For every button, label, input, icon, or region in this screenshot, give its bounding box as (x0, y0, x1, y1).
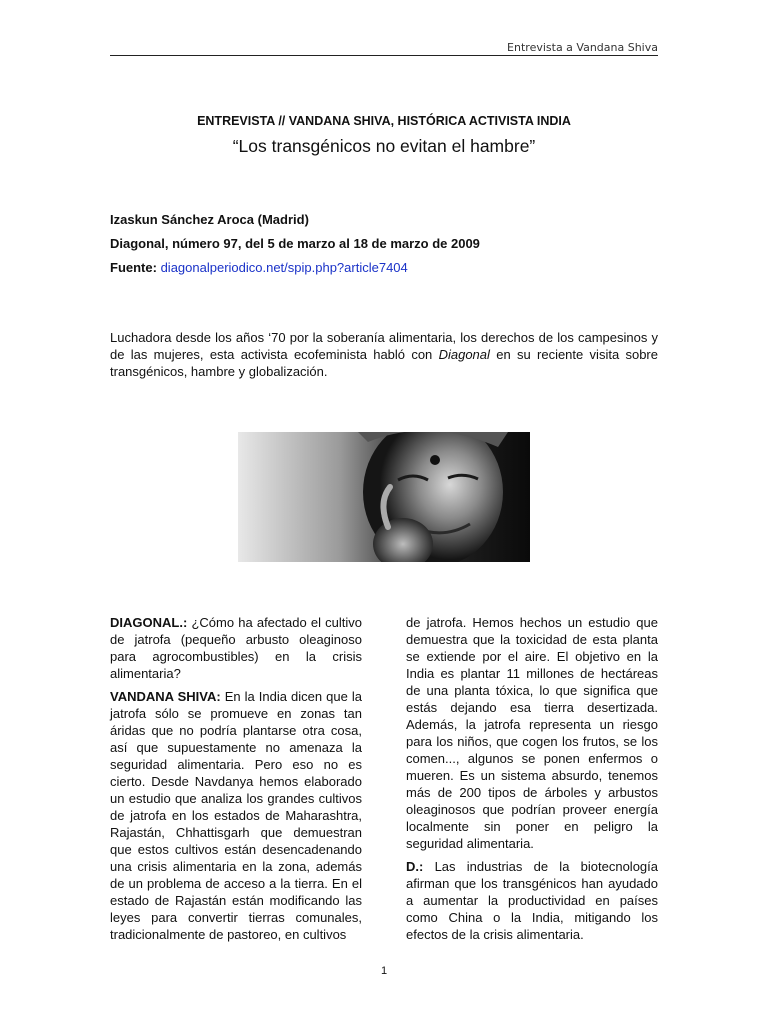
answer-1-continued: de jatrofa. Hemos hechos un estudio que demuestra que la toxicidad de esta planta se extiende por el aire. El objetivo en la India es plantar 11 millones de hectáreas de una planta tóxica, lo que significa que estás dejando esa tierra desertizada. Además, la jatrofa representa un riesgo para los niños, que cogen los frutos, se los comen..., algunos se ponen enfermos o mueren. Es un sistema absurdo, tenemos más de 200 tipos de árboles y arbustos oleaginosos que podrían proveer energía localmente sin poner en peligro la seguridad alimentaria. (406, 615, 658, 851)
source-link[interactable]: diagonalperiodico.net/spip.php?article7404 (160, 260, 408, 275)
answer-1-text-left: En la India dicen que la jatrofa sólo se promueve en zonas tan áridas que no podría plantarse otra cosa, así que supuestamente no amenaza la seguridad alimentaria. Pero eso no es cierto. Desde Navdanya hemos elaborado un estudio que analiza los grandes cultivos de jatrofa en los estados de Maharashtra, Rajastán, Chhattisgarh que demuestran que estos cultivos están desencadenando una crisis alimentaria en la zona, además de un problema de acceso a la tierra. En el estado de Rajastán están modificando las leyes para convertir tierras comunales, tradicionalmente de pastoreo, en cultivos (110, 689, 362, 942)
article-kicker: ENTREVISTA // VANDANA SHIVA, HISTÓRICA ACTIVISTA INDIA (197, 114, 571, 128)
source-label: Fuente: (110, 260, 157, 275)
interview-column-right (406, 614, 658, 949)
running-header: Entrevista a Vandana Shiva (507, 41, 658, 54)
header-divider (110, 55, 658, 56)
lead-publication-name: Diagonal (438, 347, 490, 362)
article-author: Izaskun Sánchez Aroca (Madrid) (110, 212, 309, 227)
question-2-text: Las industrias de la biotecnología afirman que los transgénicos han ayudado a aumentar la productividad en países como China o la India, mitigando los efectos de la crisis alimentaria. (406, 859, 658, 942)
question-2-speaker: D.: (406, 859, 424, 874)
interview-column-left (110, 614, 362, 949)
portrait-illustration (238, 432, 530, 562)
article-lead (110, 329, 658, 380)
article-headline: “Los transgénicos no evitan el hambre” (232, 136, 536, 156)
answer-1 (110, 688, 362, 943)
lead-text-start: Luchadora desde los años ‘70 por la soberanía alimentaria, los derechos de los campesinos y de las mujeres, esta activista ecofeminista habló con (110, 330, 658, 362)
question-1-speaker: DIAGONAL.: (110, 615, 188, 630)
article-source (110, 260, 658, 275)
portrait-photo (238, 432, 530, 562)
question-2 (406, 858, 658, 943)
question-1 (110, 614, 362, 682)
lead-text-end: en su reciente visita sobre transgénicos, hambre y globalización. (110, 347, 658, 379)
answer-1-speaker: VANDANA SHIVA: (110, 689, 221, 704)
question-1-text: ¿Cómo ha afectado el cultivo de jatrofa (pequeño arbusto oleaginoso para agrocombustibles) en la crisis alimentaria? (110, 615, 362, 681)
article-publication: Diagonal, número 97, del 5 de marzo al 18 de marzo de 2009 (110, 236, 480, 251)
page-number: 1 (380, 965, 388, 977)
